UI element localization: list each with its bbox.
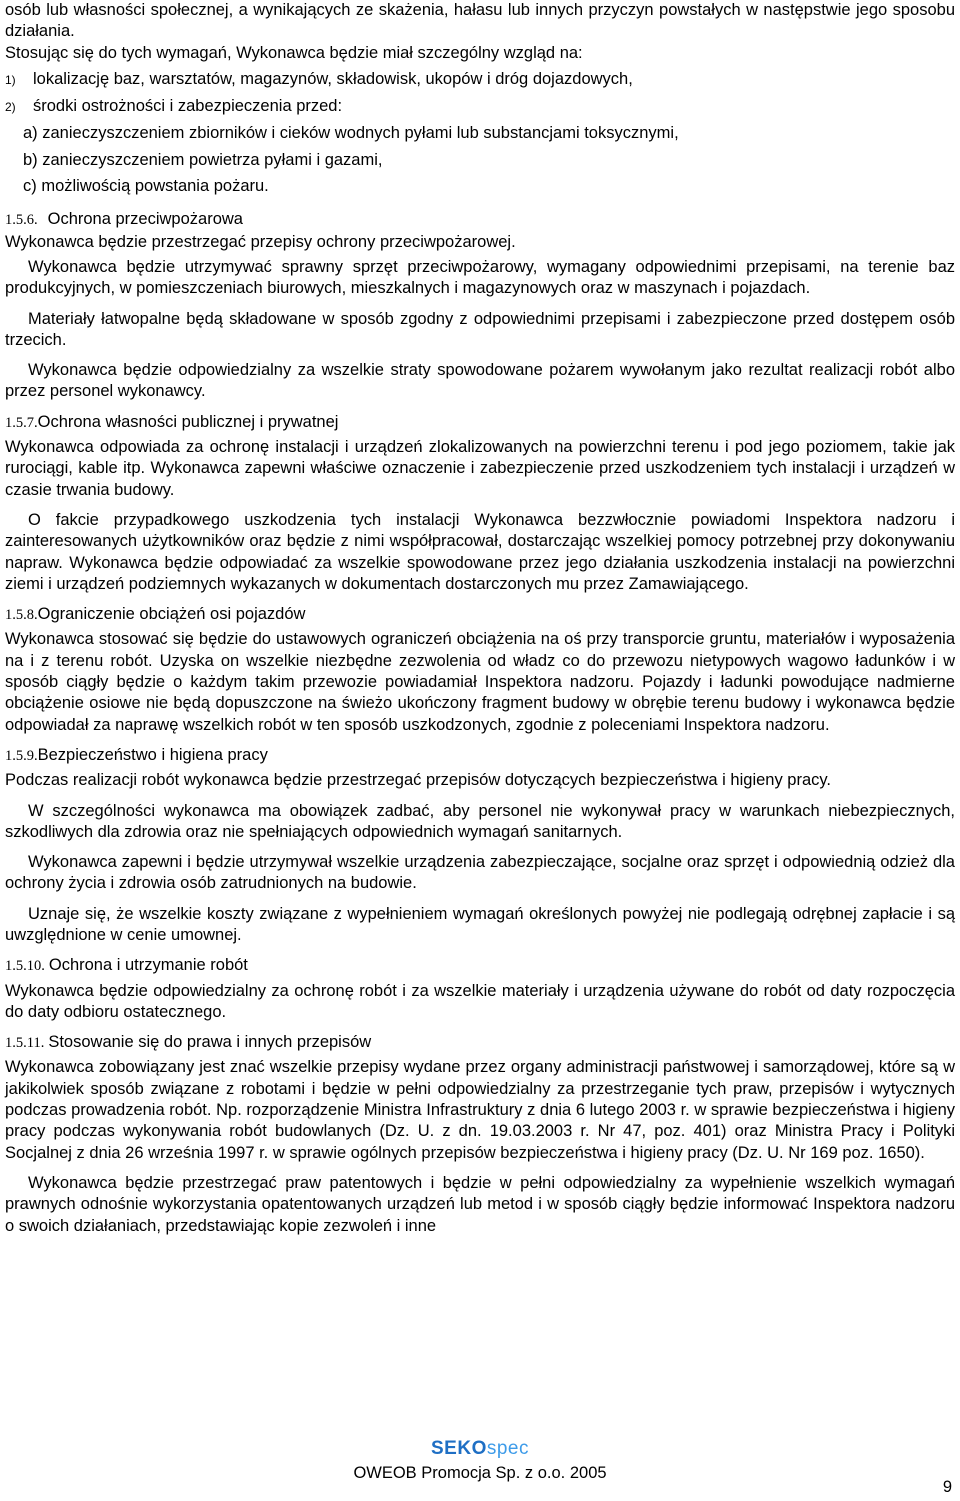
paragraph: Uznaje się, że wszelkie koszty związane z wypełnieniem wymagań określonych powyżej nie podlegają odrębnej zapłacie i są uwzględnione w cenie umownej.: [5, 904, 955, 944]
logo-text-bold: SEKO: [431, 1438, 487, 1459]
paragraph: osób lub własności społecznej, a wynikających ze skażenia, hałasu lub innych przyczyn powstałych w następstwie jego sposobu działania.: [5, 1, 955, 41]
page-number: 9: [942, 1478, 952, 1496]
paragraph: Podczas realizacji robót wykonawca będzie przestrzegać przepisów dotyczących bezpieczeństwa i higieny pracy.: [5, 771, 832, 790]
paragraph: Wykonawca zobowiązany jest znać wszelkie przepisy wydane przez organy administracji państwowej i samorządowej, które są w jakikolwiek sposób związane z robotami i będzie w pełni odpowiedzialny za przestrzeganie tych praw, przepisów i wytycznych podczas prowadzenia robót. Np. rozporządzenie Ministra Infrastruktury z dnia 6 lutego 2003 r. w sprawie bezpieczeństwa i higieny pracy podczas wykonywania robót budowlanych (Dz. U. z dn. 19.03.2003 r. Nr 47, poz. 401) oraz Ministra Pracy i Polityki Socjalnej z dnia 26 września 1997 r. w sprawie ogólnych przepisów bezpieczeństwa i higieny pracy (Dz. U. Nr 169 poz. 1650).: [5, 1058, 955, 1162]
section-title: Ograniczenie obciążeń osi pojazdów: [37, 605, 306, 624]
list-text: środki ostrożności i zabezpieczenia przed:: [33, 97, 343, 116]
sub-list-item: a) zanieczyszczeniem zbiorników i cieków wodnych pyłami lub substancjami toksycznymi,: [23, 124, 679, 143]
paragraph: Wykonawca odpowiada za ochronę instalacji i urządzeń zlokalizowanych na powierzchni terenu i pod jego poziomem, takie jak rurociągi, kable itp. Wykonawca zapewni właściwe oznaczenie i zabezpieczenie przed uszkodzeniem tych instalacji i urządzeń w czasie trwania budowy.: [5, 438, 955, 499]
section-number: 1.5.9.: [5, 747, 38, 764]
paragraph: O fakcie przypadkowego uszkodzenia tych instalacji Wykonawca bezzwłocznie powiadomi Inspektora nadzoru i zainteresowanych użytkowników oraz będzie z nimi współpracował, dostarczając wszelkiej pomocy potrzebnej przy dokonywaniu napraw. Wykonawca będzie odpowiadać za wszelkie spowodowane przez jego działania uszkodzenia instalacji na powierzchni ziemi i urządzeń podziemnych wykazanych w dokumentach dostarczonych mu przez Zamawiającego.: [5, 510, 955, 593]
list-number: 1): [5, 72, 16, 87]
section-heading: [5, 209, 955, 231]
section-number: 1.5.8.: [5, 607, 38, 624]
list-item: [5, 96, 955, 118]
list-text: lokalizację baz, warsztatów, magazynów, składowisk, ukopów i dróg dojazdowych,: [33, 69, 633, 88]
section-heading: [5, 955, 955, 977]
section-title: Stosowanie się do prawa i innych przepisów: [48, 1033, 372, 1052]
section-title: Ochrona przeciwpożarowa: [47, 210, 243, 229]
section-number: 1.5.10.: [5, 958, 45, 975]
section-heading: [5, 745, 955, 767]
paragraph: Wykonawca będzie odpowiedzialny za ochronę robót i za wszelkie materiały i urządzenia używane do robót od daty rozpoczęcia do daty odbioru ostatecznego.: [5, 981, 955, 1021]
section-heading: [5, 412, 955, 434]
list-number: 2): [5, 100, 16, 115]
document-page: [5, 0, 955, 1237]
paragraph: Wykonawca stosować się będzie do ustawowych ograniczeń obciążenia na oś przy transporcie gruntu, materiałów i wyposażenia na i z terenu robót. Uzyska on wszelkie niezbędne zezwolenia od władz co do przewozu nietypowych wagowo ładunków i w sposób ciągły będzie o każdym takim przewozie powiadamiał Inspektora nadzoru. Pojazdy i ładunki powodujące nadmierne obciążenie osiowe nie będą dopuszczone na świeżo ukończony fragment budowy w obrębie terenu budowy i wykonawca będzie odpowiadał za naprawę wszelkich robót w ten sposób uszkodzonych, zgodnie z poleceniami Inspektora nadzoru.: [5, 630, 955, 734]
footer-company: OWEOB Promocja Sp. z o.o. 2005: [353, 1464, 607, 1482]
section-heading: [5, 604, 955, 626]
footer-logo: [0, 1438, 960, 1460]
section-number: 1.5.7.: [5, 414, 38, 431]
section-number: 1.5.6.: [5, 212, 38, 229]
section-heading: [5, 1032, 955, 1054]
paragraph: Stosując się do tych wymagań, Wykonawca będzie miał szczególny wzgląd na:: [5, 43, 583, 62]
section-title: Ochrona własności publicznej i prywatnej: [37, 412, 339, 431]
section-title: Bezpieczeństwo i higiena pracy: [37, 745, 268, 764]
sub-list-item: c) możliwością powstania pożaru.: [23, 177, 269, 196]
section-number: 1.5.11.: [5, 1035, 45, 1052]
paragraph: Wykonawca będzie utrzymywać sprawny sprzęt przeciwpożarowy, wymagany odpowiednimi przepisami, na terenie baz produkcyjnych, w pomieszczeniach biurowych, mieszkalnych i magazynowych oraz w maszynach i pojazdach.: [5, 257, 955, 298]
logo-text-light: spec: [486, 1438, 529, 1459]
paragraph: Materiały łatwopalne będą składowane w sposób zgodny z odpowiednimi przepisami i zabezpieczone przed dostępem osób trzecich.: [5, 309, 955, 349]
list-item: [5, 69, 955, 91]
paragraph: Wykonawca będzie przestrzegać przepisy ochrony przeciwpożarowej.: [5, 232, 516, 251]
sub-list-item: b) zanieczyszczeniem powietrza pyłami i gazami,: [23, 150, 383, 169]
paragraph: Wykonawca będzie odpowiedzialny za wszelkie straty spowodowane pożarem wywołanym jako rezultat realizacji robót albo przez personel wykonawcy.: [5, 361, 955, 401]
paragraph: Wykonawca będzie przestrzegać praw patentowych i będzie w pełni odpowiedzialny za wypełnienie wszelkich wymagań prawnych odnośnie wykorzystania opatentowanych urządzeń lub metod i w sposób ciągły będzie informować Inspektora nadzoru o swoich działaniach, przedstawiając kopie zezwoleń i inne: [5, 1173, 955, 1235]
paragraph: Wykonawca zapewni i będzie utrzymywał wszelkie urządzenia zabezpieczające, socjalne oraz sprzęt i odpowiednią odzież dla ochrony życia i zdrowia osób zatrudnionych na budowie.: [5, 853, 955, 893]
paragraph: W szczególności wykonawca ma obowiązek zadbać, aby personel nie wykonywał pracy w warunkach niebezpiecznych, szkodliwych dla zdrowia oraz nie spełniających odpowiednich wymagań sanitarnych.: [5, 801, 955, 841]
section-title: Ochrona i utrzymanie robót: [48, 956, 248, 975]
